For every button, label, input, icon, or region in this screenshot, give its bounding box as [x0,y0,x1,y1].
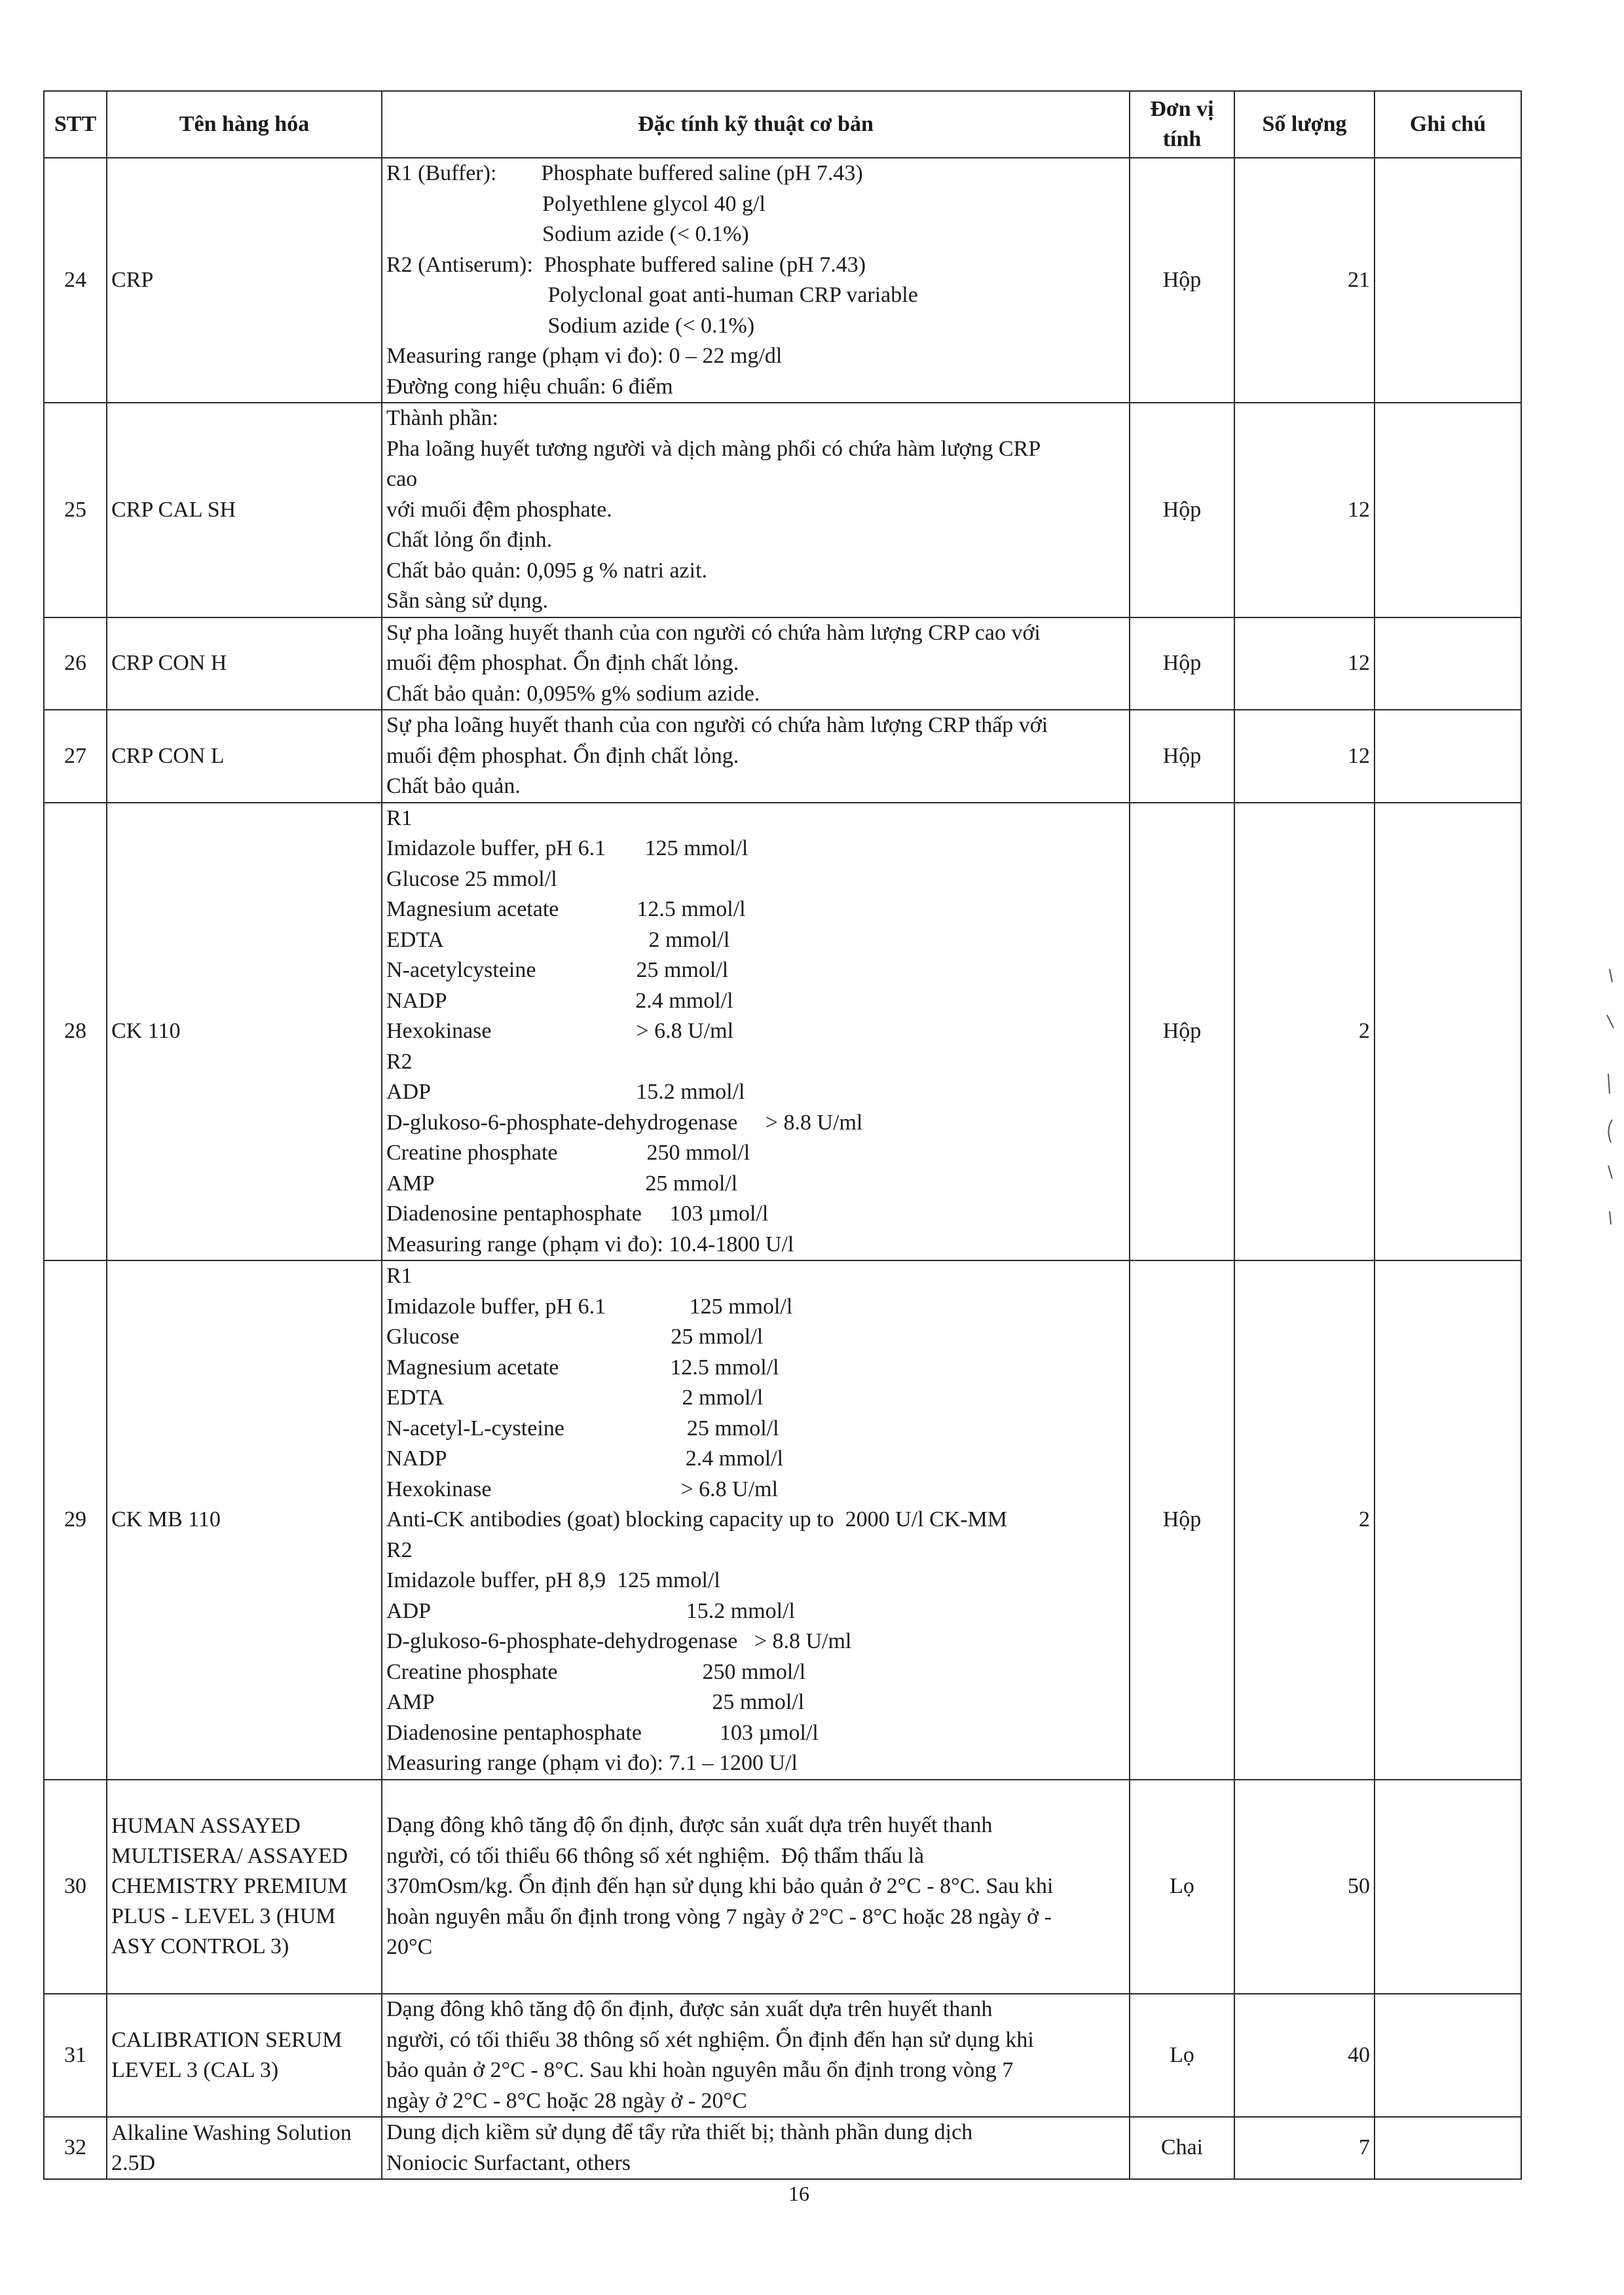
table-row [44,158,1521,403]
spec-line: Creatine phosphate 250 mmol/l [386,1659,806,1684]
spec-line: Chất bảo quản: 0,095% g% sodium azide. [386,681,760,706]
spec-line: với muối đệm phosphate. [386,497,612,522]
spec-line: D-glukoso-6-phosphate-dehydrogenase > 8.8 U/ml [386,1110,863,1135]
spec-line: hoàn nguyên mẫu ổn định trong vòng 7 ngày ở 2°C - 8°C hoặc 28 ngày ở - [386,1904,1052,1929]
row-spec [382,1994,1130,2117]
row-note [1375,617,1521,710]
row-qty: 2 [1234,1260,1375,1780]
row-note [1375,403,1521,617]
spec-line: EDTA 2 mmol/l [386,1386,764,1410]
spec-line: Pha loãng huyết tương người và dịch màng phổi có chứa hàm lượng CRP [386,436,1041,461]
spec-line: bảo quản ở 2°C - 8°C. Sau khi hoàn nguyên mẫu ổn định trong vòng 7 [386,2058,1014,2082]
table-row [44,2117,1521,2179]
spec-line: Imidazole buffer, pH 6.1 125 mmol/l [386,836,748,860]
header-note: Ghi chú [1375,91,1521,158]
row-stt: 29 [44,1260,107,1780]
spec-line: Hexokinase > 6.8 U/ml [386,1477,779,1501]
spec-line: R1 [386,805,413,830]
row-spec [382,2117,1130,2179]
spec-line: Measuring range (phạm vi đo): 10.4-1800 U/l [386,1232,794,1257]
row-note [1375,1994,1521,2117]
spec-line: Dạng đông khô tăng độ ổn định, được sản xuất dựa trên huyết thanh [386,1813,993,1837]
spec-line: Thành phần: [386,406,498,430]
spec-line: muối đệm phosphat. Ổn định chất lỏng. [386,651,739,675]
row-qty: 12 [1234,403,1375,617]
table-row [44,1994,1521,2117]
row-name: CK 110 [107,803,382,1261]
row-stt: 31 [44,1994,107,2117]
header-spec: Đặc tính kỹ thuật cơ bản [382,91,1130,158]
spec-line: Diadenosine pentaphosphate 103 µmol/l [386,1720,819,1745]
spec-line: Polyethlene glycol 40 g/l [386,191,766,216]
row-note [1375,710,1521,803]
spec-line: NADP 2.4 mmol/l [386,1446,784,1471]
row-qty: 7 [1234,2117,1375,2179]
spec-line: Anti-CK antibodies (goat) blocking capacity up to 2000 U/l CK-MM [386,1507,1008,1532]
spec-line: D-glukoso-6-phosphate-dehydrogenase > 8.8 U/ml [386,1629,852,1653]
spec-line [386,1780,1125,1811]
spec-line: N-acetyl-L-cysteine 25 mmol/l [386,1416,779,1441]
spec-line: ADP 15.2 mmol/l [386,1080,745,1104]
spec-line: Magnesium acetate 12.5 mmol/l [386,1355,779,1380]
spec-line: Đường cong hiệu chuẩn: 6 điểm [386,374,673,399]
scan-edge-marks [1598,963,1617,1264]
header-stt: STT [44,91,107,158]
row-unit: Hộp [1130,1260,1234,1780]
table-row [44,617,1521,710]
spec-line: Measuring range (phạm vi đo): 0 – 22 mg/dl [386,344,783,368]
spec-line: Glucose 25 mmol/l [386,1325,764,1349]
spec-line: R1 [386,1264,413,1288]
spec-line: Dạng đông khô tăng độ ổn định, được sản xuất dựa trên huyết thanh [386,1997,993,2021]
row-unit: Hộp [1130,403,1234,617]
row-name: CRP [107,158,382,403]
row-unit: Hộp [1130,617,1234,710]
row-name: CRP CON H [107,617,382,710]
spec-line: N-acetylcysteine 25 mmol/l [386,958,729,982]
spec-line: người, có tối thiểu 66 thông số xét nghiệm. Độ thẩm thấu là [386,1843,925,1868]
row-unit: Hộp [1130,710,1234,803]
row-spec [382,1260,1130,1780]
spec-line: Imidazole buffer, pH 8,9 125 mmol/l [386,1568,720,1592]
spec-line: NADP 2.4 mmol/l [386,988,733,1013]
row-spec [382,403,1130,617]
spec-line: Chất lỏng ổn định. [386,528,553,552]
spec-line: Polyclonal goat anti-human CRP variable [386,283,918,307]
row-unit: Lọ [1130,1994,1234,2117]
page-number: 16 [788,2182,809,2205]
goods-spec-table [43,90,1522,2180]
header-unit-line1: Đơn vị [1150,96,1214,121]
row-unit: Hộp [1130,158,1234,403]
row-stt: 32 [44,2117,107,2179]
spec-line: Sodium azide (< 0.1%) [386,222,749,246]
table-row [44,803,1521,1261]
spec-line: Sodium azide (< 0.1%) [386,313,755,338]
spec-line: AMP 25 mmol/l [386,1690,805,1714]
row-unit: Lọ [1130,1780,1234,1994]
row-spec [382,1780,1130,1994]
spec-line: Chất bảo quản. [386,774,521,798]
row-qty: 50 [1234,1780,1375,1994]
row-name: CALIBRATION SERUM LEVEL 3 (CAL 3) [107,1994,382,2117]
row-name: Alkaline Washing Solution 2.5D [107,2117,382,2179]
row-stt: 28 [44,803,107,1261]
row-note [1375,1780,1521,1994]
header-unit-line2: tính [1162,127,1202,151]
spec-line: Noniocic Surfactant, others [386,2150,631,2175]
spec-line: R2 [386,1049,413,1074]
row-qty: 40 [1234,1994,1375,2117]
row-spec [382,158,1130,403]
table-row [44,403,1521,617]
spec-line: Creatine phosphate 250 mmol/l [386,1141,750,1165]
spec-line: Sự pha loãng huyết thanh của con người có chứa hàm lượng CRP cao với [386,620,1041,645]
row-stt: 24 [44,158,107,403]
row-note [1375,158,1521,403]
table-row [44,1780,1521,1994]
row-spec [382,617,1130,710]
row-qty: 12 [1234,710,1375,803]
spec-line: cao [386,467,418,491]
row-name: CRP CAL SH [107,403,382,617]
spec-line: Magnesium acetate 12.5 mmol/l [386,897,746,921]
spec-line: AMP 25 mmol/l [386,1171,738,1196]
row-qty: 2 [1234,803,1375,1261]
header-name: Tên hàng hóa [107,91,382,158]
spec-line: Dung dịch kiềm sử dụng để tẩy rửa thiết bị; thành phần dung dịch [386,2120,973,2144]
spec-line: R1 (Buffer): Phosphate buffered saline (pH 7.43) [386,161,863,185]
spec-line: muối đệm phosphat. Ổn định chất lỏng. [386,743,739,768]
row-qty: 21 [1234,158,1375,403]
spec-line: 370mOsm/kg. Ổn định đến hạn sử dụng khi bảo quản ở 2°C - 8°C. Sau khi [386,1874,1054,1898]
row-name: CK MB 110 [107,1260,382,1780]
row-spec [382,803,1130,1261]
row-name: CRP CON L [107,710,382,803]
spec-line: Hexokinase > 6.8 U/ml [386,1019,734,1043]
row-stt: 25 [44,403,107,617]
spec-line [386,1963,1125,1994]
spec-line: người, có tối thiểu 38 thông số xét nghiệm. Ổn định đến hạn sử dụng khi [386,2027,1034,2052]
header-qty: Số lượng [1234,91,1375,158]
row-note [1375,803,1521,1261]
row-stt: 27 [44,710,107,803]
spec-line: Chất bảo quản: 0,095 g % natri azit. [386,558,708,583]
header-row [44,91,1521,158]
table-row [44,1260,1521,1780]
header-unit [1130,91,1234,158]
spec-line: R2 [386,1537,413,1562]
spec-line: Sự pha loãng huyết thanh của con người có chứa hàm lượng CRP thấp với [386,713,1048,737]
spec-line: ADP 15.2 mmol/l [386,1598,795,1623]
spec-line: Imidazole buffer, pH 6.1 125 mmol/l [386,1294,793,1319]
row-unit: Chai [1130,2117,1234,2179]
row-spec [382,710,1130,803]
row-stt: 30 [44,1780,107,1994]
spec-line: Diadenosine pentaphosphate 103 µmol/l [386,1202,769,1226]
row-qty: 12 [1234,617,1375,710]
row-name: HUMAN ASSAYED MULTISERA/ ASSAYED CHEMISTRY PREMIUM PLUS - LEVEL 3 (HUM ASY CONTROL 3) [107,1780,382,1994]
table-row [44,710,1521,803]
spec-line: EDTA 2 mmol/l [386,927,730,952]
row-note [1375,1260,1521,1780]
spec-line: R2 (Antiserum): Phosphate buffered saline (pH 7.43) [386,252,866,277]
spec-line: Glucose 25 mmol/l [386,866,557,891]
spec-line: ngày ở 2°C - 8°C hoặc 28 ngày ở - 20°C [386,2088,747,2113]
row-stt: 26 [44,617,107,710]
spec-line: Sẵn sàng sử dụng. [386,589,548,613]
spec-line: 20°C [386,1935,433,1959]
row-unit: Hộp [1130,803,1234,1261]
row-note [1375,2117,1521,2179]
spec-line: Measuring range (phạm vi đo): 7.1 – 1200 U/l [386,1751,798,1775]
